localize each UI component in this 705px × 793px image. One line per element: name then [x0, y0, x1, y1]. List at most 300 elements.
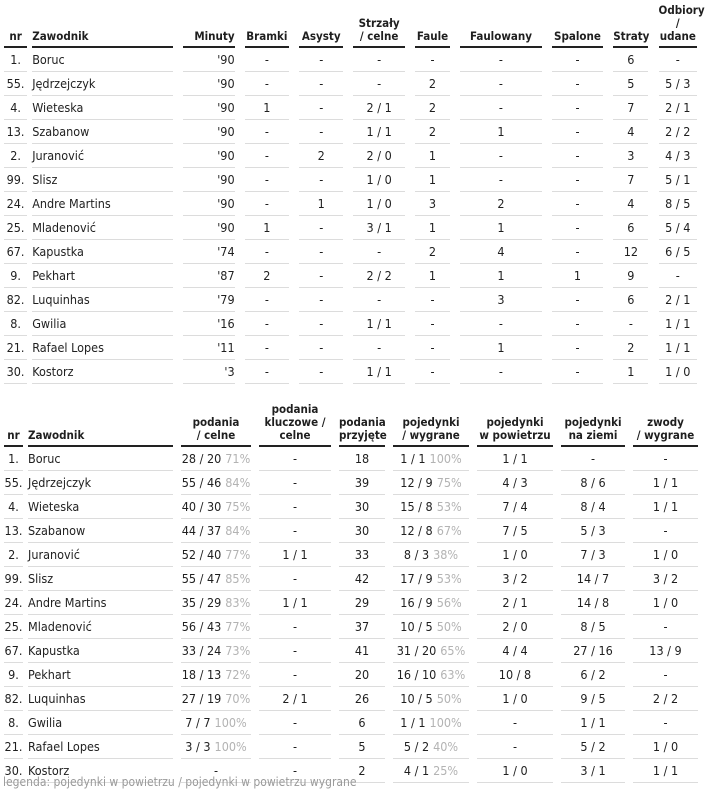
column-header: Odbiory / udane [659, 4, 697, 48]
column-gap [542, 168, 552, 192]
stat-cell: - [299, 240, 343, 264]
column-gap [173, 471, 181, 495]
column-gap [343, 96, 353, 120]
stat-cell: - [552, 72, 603, 96]
player-name: Luquinhas [28, 687, 173, 711]
received-passes-cell: 18 [339, 447, 385, 471]
column-header: Minuty [183, 4, 234, 48]
ground-duels-cell: 6 / 2 [561, 663, 625, 687]
column-gap [289, 360, 299, 384]
column-gap [553, 495, 561, 519]
column-gap [343, 48, 353, 72]
column-header: Straty [613, 4, 648, 48]
stat-cell: - [460, 312, 542, 336]
column-gap [625, 447, 633, 471]
percentage-text: 77% [225, 619, 251, 634]
percentage-text: 25% [433, 763, 459, 778]
aerial-duels-cell: - [477, 735, 553, 759]
column-gap [648, 4, 658, 48]
value-text: 1 / 1 [400, 451, 426, 466]
stat-cell: - [299, 168, 343, 192]
column-gap [331, 615, 339, 639]
received-passes-cell: 41 [339, 639, 385, 663]
stat-cell: '90 [183, 96, 234, 120]
percentage-text: 53% [436, 499, 462, 514]
column-gap [542, 264, 552, 288]
table-row [4, 543, 698, 567]
column-gap [343, 360, 353, 384]
duels-cell [393, 735, 469, 759]
column-gap [542, 216, 552, 240]
percentage-text: 40% [433, 739, 459, 754]
ground-duels-cell: 7 / 3 [561, 543, 625, 567]
column-gap [173, 615, 181, 639]
player-stats-table-1 [4, 3, 705, 384]
key-passes-cell: - [259, 495, 331, 519]
column-gap [469, 711, 477, 735]
key-passes-cell: - [259, 735, 331, 759]
aerial-duels-cell: 7 / 5 [477, 519, 553, 543]
column-gap [173, 72, 183, 96]
player-name: Mladenović [32, 216, 173, 240]
passes-cell [181, 567, 251, 591]
aerial-duels-cell: 4 / 3 [477, 471, 553, 495]
column-gap [251, 543, 259, 567]
column-gap [343, 336, 353, 360]
table-row [4, 312, 697, 336]
player-number: 67. [4, 240, 27, 264]
column-gap [405, 144, 415, 168]
column-gap [405, 4, 415, 48]
aerial-duels-cell: 1 / 0 [477, 543, 553, 567]
column-gap [173, 591, 181, 615]
column-gap [331, 591, 339, 615]
column-gap [331, 447, 339, 471]
key-passes-cell: 1 / 1 [259, 543, 331, 567]
passes-cell [181, 687, 251, 711]
key-passes-cell: - [259, 447, 331, 471]
column-gap [173, 543, 181, 567]
column-gap [385, 735, 393, 759]
column-gap [173, 687, 181, 711]
column-gap [235, 192, 245, 216]
column-gap [173, 168, 183, 192]
player-number: 1. [4, 447, 23, 471]
column-gap [173, 48, 183, 72]
column-gap [603, 264, 613, 288]
stat-cell: 6 [613, 48, 648, 72]
stat-cell: 5 / 4 [659, 216, 697, 240]
value-text: 44 / 37 [181, 523, 222, 538]
column-gap [469, 663, 477, 687]
stat-cell: - [245, 336, 289, 360]
stat-cell: '90 [183, 192, 234, 216]
column-gap [343, 192, 353, 216]
dribbles-cell: 3 / 2 [633, 567, 698, 591]
stat-cell: '87 [183, 264, 234, 288]
column-gap [603, 4, 613, 48]
column-header: Asysty [299, 4, 343, 48]
column-gap [251, 639, 259, 663]
column-gap [251, 663, 259, 687]
stat-cell: 1 [460, 216, 542, 240]
column-gap [450, 216, 460, 240]
stat-cell: - [353, 240, 404, 264]
table-row [4, 168, 697, 192]
column-gap [553, 403, 561, 447]
column-gap [450, 288, 460, 312]
stat-cell: 9 [613, 264, 648, 288]
column-gap [553, 639, 561, 663]
column-gap [450, 144, 460, 168]
column-gap [251, 495, 259, 519]
player-number: 21. [4, 735, 23, 759]
column-gap [648, 48, 658, 72]
column-gap [235, 216, 245, 240]
stat-cell: - [245, 72, 289, 96]
column-gap [173, 120, 183, 144]
stat-cell: '16 [183, 312, 234, 336]
received-passes-cell: 42 [339, 567, 385, 591]
column-gap [173, 264, 183, 288]
stat-cell: '79 [183, 288, 234, 312]
duels-cell [393, 687, 469, 711]
key-passes-cell: - [259, 759, 331, 783]
stat-cell: 6 [613, 216, 648, 240]
stat-cell: - [460, 360, 542, 384]
player-number: 8. [4, 312, 27, 336]
column-gap [251, 687, 259, 711]
passes-cell [181, 639, 251, 663]
column-gap [331, 495, 339, 519]
column-gap [603, 192, 613, 216]
column-gap [450, 360, 460, 384]
key-passes-cell: - [259, 663, 331, 687]
key-passes-cell: - [259, 711, 331, 735]
column-gap [289, 120, 299, 144]
dribbles-cell: 1 / 1 [633, 495, 698, 519]
column-gap [648, 192, 658, 216]
passes-cell [181, 471, 251, 495]
key-passes-cell: 2 / 1 [259, 687, 331, 711]
player-name: Rafael Lopes [28, 735, 173, 759]
value-text: 35 / 29 [181, 595, 222, 610]
ground-duels-cell: 14 / 8 [561, 591, 625, 615]
aerial-duels-cell: 4 / 4 [477, 639, 553, 663]
column-gap [648, 168, 658, 192]
stat-cell: 1 [415, 144, 450, 168]
column-gap [173, 495, 181, 519]
player-name: Szabanow [28, 519, 173, 543]
stat-cell: 4 [613, 192, 648, 216]
column-gap [405, 72, 415, 96]
column-gap [648, 144, 658, 168]
column-gap [235, 288, 245, 312]
column-gap [450, 312, 460, 336]
stat-cell: - [299, 336, 343, 360]
passes-cell [181, 615, 251, 639]
passes-cell [181, 711, 251, 735]
column-gap [289, 264, 299, 288]
player-name: Kostorz [32, 360, 173, 384]
column-gap [173, 192, 183, 216]
table-row [4, 519, 698, 543]
column-gap [603, 240, 613, 264]
column-gap [648, 96, 658, 120]
column-gap [343, 144, 353, 168]
column-gap [542, 288, 552, 312]
column-gap [235, 240, 245, 264]
column-gap [173, 639, 181, 663]
player-number: 25. [4, 615, 23, 639]
column-gap [469, 447, 477, 471]
percentage-text: 100% [429, 451, 462, 466]
stat-cell: 1 / 1 [353, 120, 404, 144]
column-gap [553, 759, 561, 783]
column-gap [289, 288, 299, 312]
column-gap [343, 168, 353, 192]
percentage-text: 63% [440, 667, 466, 682]
column-gap [343, 264, 353, 288]
stat-cell: 1 [460, 120, 542, 144]
column-gap [173, 711, 181, 735]
stat-cell: '90 [183, 120, 234, 144]
column-gap [173, 288, 183, 312]
column-gap [289, 4, 299, 48]
percentage-text: 53% [436, 571, 462, 586]
table-1-header-row [4, 4, 697, 48]
stat-cell: 3 [460, 288, 542, 312]
stat-cell: - [552, 48, 603, 72]
percentage-text: 73% [225, 643, 251, 658]
column-gap [173, 519, 181, 543]
column-gap [542, 360, 552, 384]
percentage-text: 77% [225, 547, 251, 562]
column-gap [450, 336, 460, 360]
value-text: 15 / 8 [400, 499, 433, 514]
column-gap [625, 735, 633, 759]
player-number: 55. [4, 72, 27, 96]
stat-cell: 2 [415, 120, 450, 144]
stat-cell: '11 [183, 336, 234, 360]
dribbles-cell: - [633, 663, 698, 687]
ground-duels-cell: 8 / 6 [561, 471, 625, 495]
column-gap [625, 615, 633, 639]
ground-duels-cell: 3 / 1 [561, 759, 625, 783]
column-gap [450, 240, 460, 264]
stat-cell: 1 / 1 [659, 312, 697, 336]
key-passes-cell: - [259, 567, 331, 591]
column-gap [251, 447, 259, 471]
dribbles-cell: 1 / 0 [633, 735, 698, 759]
ground-duels-cell: 14 / 7 [561, 567, 625, 591]
column-gap [385, 567, 393, 591]
passes-cell [181, 447, 251, 471]
stat-cell: - [659, 264, 697, 288]
column-gap [450, 96, 460, 120]
value-text: 16 / 9 [400, 595, 433, 610]
column-gap [603, 72, 613, 96]
column-header: Faulowany [460, 4, 542, 48]
column-gap [553, 615, 561, 639]
aerial-duels-cell: 2 / 1 [477, 591, 553, 615]
table-row [4, 144, 697, 168]
column-gap [289, 312, 299, 336]
column-gap [553, 447, 561, 471]
value-text: 27 / 19 [181, 691, 222, 706]
aerial-duels-cell: 1 / 0 [477, 759, 553, 783]
aerial-duels-cell: 3 / 2 [477, 567, 553, 591]
stat-cell: - [460, 144, 542, 168]
column-gap [173, 663, 181, 687]
column-gap [553, 471, 561, 495]
column-gap [405, 120, 415, 144]
stat-cell: 4 / 3 [659, 144, 697, 168]
column-gap [343, 72, 353, 96]
column-gap [385, 543, 393, 567]
column-gap [385, 447, 393, 471]
percentage-text: 83% [225, 595, 251, 610]
table-row [4, 72, 697, 96]
stat-cell: 2 / 1 [353, 96, 404, 120]
value-text: 4 / 1 [403, 763, 430, 778]
stat-cell: - [353, 288, 404, 312]
received-passes-cell: 6 [339, 711, 385, 735]
table-row [4, 288, 697, 312]
ground-duels-cell: 5 / 2 [561, 735, 625, 759]
column-gap [405, 96, 415, 120]
column-gap [603, 48, 613, 72]
player-name: Gwilia [32, 312, 173, 336]
stat-cell: '74 [183, 240, 234, 264]
ground-duels-cell: 27 / 16 [561, 639, 625, 663]
stat-cell: 1 [460, 336, 542, 360]
column-gap [251, 519, 259, 543]
column-gap [469, 519, 477, 543]
column-header: podania kluczowe / celne [259, 403, 331, 447]
stat-cell: - [245, 144, 289, 168]
stat-cell: - [415, 288, 450, 312]
column-gap [385, 663, 393, 687]
player-name: Kostorz [28, 759, 173, 783]
stat-cell: - [552, 120, 603, 144]
column-header: podania przyjęte [339, 403, 385, 447]
duels-cell [393, 615, 469, 639]
column-gap [542, 4, 552, 48]
column-header: Faule [415, 4, 450, 48]
column-gap [343, 312, 353, 336]
value-text: 12 / 8 [400, 523, 433, 538]
column-gap [331, 663, 339, 687]
value-text: 10 / 5 [400, 691, 433, 706]
value-text: 55 / 46 [181, 475, 222, 490]
column-gap [251, 471, 259, 495]
stat-cell: - [552, 96, 603, 120]
column-header: podania / celne [181, 403, 251, 447]
column-gap [173, 336, 183, 360]
table-row [4, 495, 698, 519]
value-text: 17 / 9 [400, 571, 433, 586]
player-name: Mladenović [28, 615, 173, 639]
value-text: 56 / 43 [181, 619, 222, 634]
player-name: Pekhart [32, 264, 173, 288]
column-gap [235, 120, 245, 144]
value-text: 28 / 20 [181, 451, 222, 466]
table-row [4, 711, 698, 735]
stat-cell: - [415, 312, 450, 336]
column-gap [450, 4, 460, 48]
column-gap [289, 48, 299, 72]
dribbles-cell: 1 / 1 [633, 759, 698, 783]
duels-cell [393, 495, 469, 519]
stat-cell: 5 [613, 72, 648, 96]
duels-cell [393, 567, 469, 591]
value-text: 52 / 40 [181, 547, 222, 562]
column-header: zwody / wygrane [633, 403, 698, 447]
column-header: Bramki [245, 4, 289, 48]
column-gap [450, 72, 460, 96]
stat-cell: - [299, 48, 343, 72]
player-number: 13. [4, 519, 23, 543]
column-gap [173, 96, 183, 120]
column-gap [331, 639, 339, 663]
player-number: 2. [4, 543, 23, 567]
stat-cell: 4 [613, 120, 648, 144]
column-header: Zawodnik [28, 403, 173, 447]
stat-cell: '90 [183, 72, 234, 96]
stat-cell: 2 [299, 144, 343, 168]
column-gap [235, 312, 245, 336]
player-name: Juranović [32, 144, 173, 168]
column-header: nr [4, 4, 27, 48]
column-gap [289, 336, 299, 360]
duels-cell [393, 663, 469, 687]
stat-cell: 2 / 0 [353, 144, 404, 168]
column-gap [450, 48, 460, 72]
percentage-text: 56% [436, 595, 462, 610]
column-gap [385, 687, 393, 711]
received-passes-cell: 39 [339, 471, 385, 495]
received-passes-cell: 29 [339, 591, 385, 615]
player-name: Wieteska [32, 96, 173, 120]
column-gap [405, 312, 415, 336]
column-gap [235, 96, 245, 120]
percentage-text: 65% [440, 643, 466, 658]
value-text: 18 / 13 [181, 667, 222, 682]
player-name: Boruc [32, 48, 173, 72]
stat-cell: 1 [460, 264, 542, 288]
stat-cell: 4 [460, 240, 542, 264]
percentage-text: 75% [436, 475, 462, 490]
player-name: Luquinhas [32, 288, 173, 312]
stat-cell: 6 / 5 [659, 240, 697, 264]
stat-cell: 2 / 1 [659, 288, 697, 312]
player-name: Andre Martins [28, 591, 173, 615]
dribbles-cell: 2 / 2 [633, 687, 698, 711]
column-gap [603, 288, 613, 312]
column-gap [450, 120, 460, 144]
duels-cell [393, 471, 469, 495]
stat-cell: 5 / 3 [659, 72, 697, 96]
value-text: - [213, 763, 219, 778]
stat-cell: - [353, 336, 404, 360]
column-gap [343, 120, 353, 144]
column-gap [542, 312, 552, 336]
table-row [4, 192, 697, 216]
column-gap [542, 144, 552, 168]
column-gap [289, 216, 299, 240]
column-gap [251, 403, 259, 447]
